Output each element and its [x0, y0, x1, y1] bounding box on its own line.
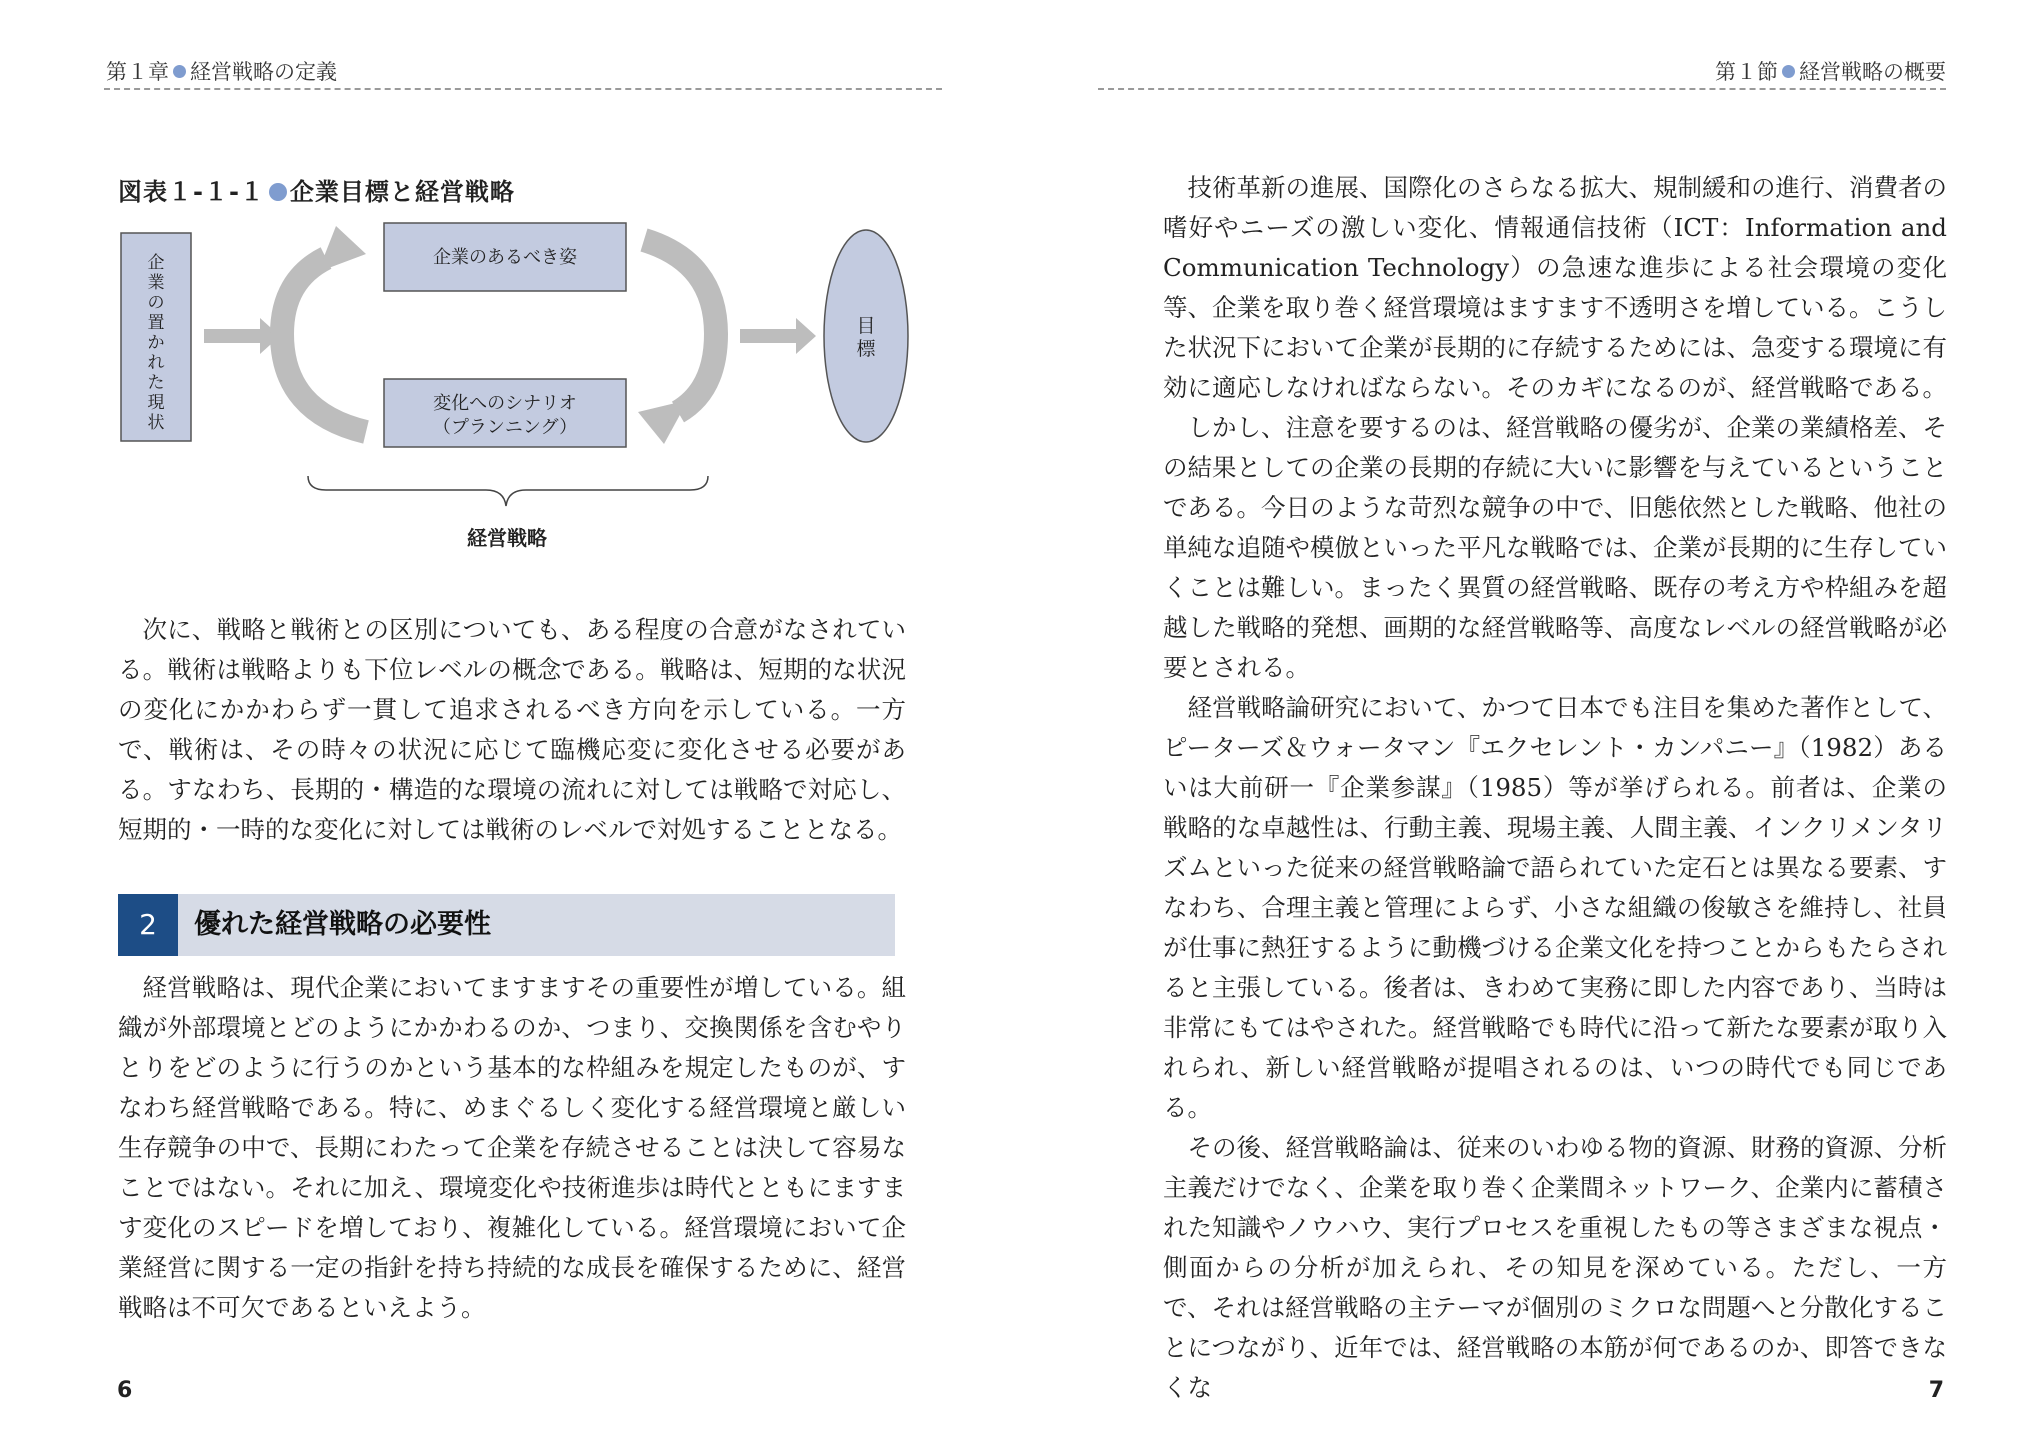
- page-number-left: 6: [117, 1378, 133, 1403]
- section-label: 第１節: [1715, 60, 1778, 84]
- ideal-state-label: 企業のあるべき姿: [433, 247, 577, 268]
- section-paragraph-block: [118, 968, 906, 1328]
- bullet-dot-icon: [1782, 65, 1795, 78]
- goal-char: 標: [856, 338, 876, 360]
- section-title-header: 経営戦略の概要: [1799, 60, 1946, 84]
- current-state-char: の: [147, 293, 165, 313]
- chapter-title: 経営戦略の定義: [190, 60, 337, 84]
- brace-label: 経営戦略: [467, 526, 547, 550]
- figure-label: 図表１-１-１: [118, 178, 265, 206]
- scenario-label-line2: （プランニング）: [432, 417, 578, 438]
- paragraph: 経営戦略論研究において、かつて日本でも注目を集めた著作として、ピーターズ＆ウォータマン『エクセレント・カンパニー』（1982）あるいは大前研一『企業参謀』（1985）等が挙げられる。前者は、企業の戦略的な卓越性は、行動主義、現場主義、人間主義、インクリメンタリズムといった従来の経営戦略論で語られていた定石とは異なる要素、すなわち、合理主義と管理によらず、小さな組織の俊敏さを維持し、社員が仕事に熱狂するように動機づける企業文化を持つことからもたらされると主張している。後者は、きわめて実務に即した内容であり、当時は非常にもてはやされた。経営戦略でも時代に沿って新たな要素が取り入れられ、新しい経営戦略が提唱されるのは、いつの時代でも同じである。: [1163, 693, 1947, 1122]
- cycle-down-arrow-icon: [638, 240, 716, 444]
- paragraph: その後、経営戦略論は、従来のいわゆる物的資源、財務的資源、分析主義だけでなく、企業を取り巻く企業間ネットワーク、企業内に蓄積された知識やノウハウ、実行プロセスを重視したもの等さまざまな視点・側面からの分析が加えられ、その知見を深めている。ただし、一方で、それは経営戦略の主テーマが個別のミクロな問題へと分散化することにつながり、近年では、経営戦略の本筋が何であるのか、即答できなくな: [1163, 1133, 1947, 1402]
- current-state-char: 業: [147, 273, 165, 293]
- current-state-char: か: [147, 333, 165, 353]
- brace-icon: [308, 476, 708, 506]
- paragraph: しかし、注意を要するのは、経営戦略の優劣が、企業の業績格差、その結果としての企業の長期的存続に大いに影響を与えているということである。今日のような苛烈な競争の中で、旧態依然とした戦略、他社の単純な追随や模倣といった平凡な戦略では、企業が長期的に生存していくことは難しい。まったく異質の経営戦略、既存の考え方や枠組みを超越した戦略的発想、画期的な経営戦略等、高度なレベルの経営戦略が必要とされる。: [1163, 413, 1947, 682]
- current-state-char: 現: [147, 393, 165, 413]
- paragraph: 次に、戦略と戦術との区別についても、ある程度の合意がなされている。戦術は戦略よりも下位レベルの概念である。戦略は、短期的な状況の変化にかかわらず一貫して追求されるべき方向を示している。一方で、戦術は、その時々の状況に応じて臨機応変に変化させる必要がある。すなわち、長期的・構造的な環境の流れに対しては戦略で対応し、短期的・一時的な変化に対しては戦術のレベルで対処することとなる。: [118, 615, 906, 844]
- right-paragraph-block: [1163, 168, 1947, 1408]
- right-arrow-icon: [740, 318, 816, 354]
- strategy-diagram: [0, 0, 960, 560]
- paragraph: 経営戦略は、現代企業においてますますその重要性が増している。組織が外部環境とどのようにかかわるのか、つまり、交換関係を含むやりとりをどのように行うのかという基本的な枠組みを規定したものが、すなわち経営戦略である。特に、めまぐるしく変化する経営環境と厳しい生存競争の中で、長期にわたって企業を存続させることは決して容易なことではない。それに加え、環境変化や技術進歩は時代とともにますます変化のスピードを増しており、複雑化している。経営環境において企業経営に関する一定の指針を持ち持続的な成長を確保するために、経営戦略は不可欠であるといえよう。: [118, 973, 906, 1322]
- right-arrow-icon: [204, 318, 280, 354]
- goal-label: [856, 315, 876, 360]
- header-divider-right: [1098, 88, 1946, 90]
- scenario-label-line1: 変化へのシナリオ: [433, 393, 577, 414]
- current-state-char: た: [147, 373, 165, 393]
- right-running-header: [1715, 56, 1946, 86]
- figure-caption: 企業目標と経営戦略: [289, 178, 515, 206]
- goal-char: 目: [856, 315, 876, 337]
- chapter-label: 第１章: [106, 60, 169, 84]
- current-state-label: [148, 253, 165, 433]
- paragraph: 技術革新の進展、国際化のさらなる拡大、規制緩和の進行、消費者の嗜好やニーズの激しい変化、情報通信技術（ICT：Information and Communication Technology）の急速な進歩による社会環境の変化等、企業を取り巻く経営環境はますます不透明さを増している。こうした状況下において企業が長期的に存続するためには、急変する環境に有効に適応しなければならない。そのカギになるのが、経営戦略である。: [1163, 173, 1947, 402]
- section-number: 2: [118, 894, 178, 956]
- current-state-char: 企: [147, 253, 165, 273]
- page-number-right: 7: [1928, 1378, 1944, 1403]
- section-heading: [118, 894, 895, 956]
- section-title: 優れた経営戦略の必要性: [194, 909, 491, 940]
- current-state-char: 置: [147, 313, 165, 333]
- current-state-char: 状: [147, 413, 165, 433]
- cycle-up-arrow-icon: [282, 226, 366, 432]
- current-state-char: れ: [147, 353, 165, 373]
- left-paragraph-block: [118, 610, 906, 850]
